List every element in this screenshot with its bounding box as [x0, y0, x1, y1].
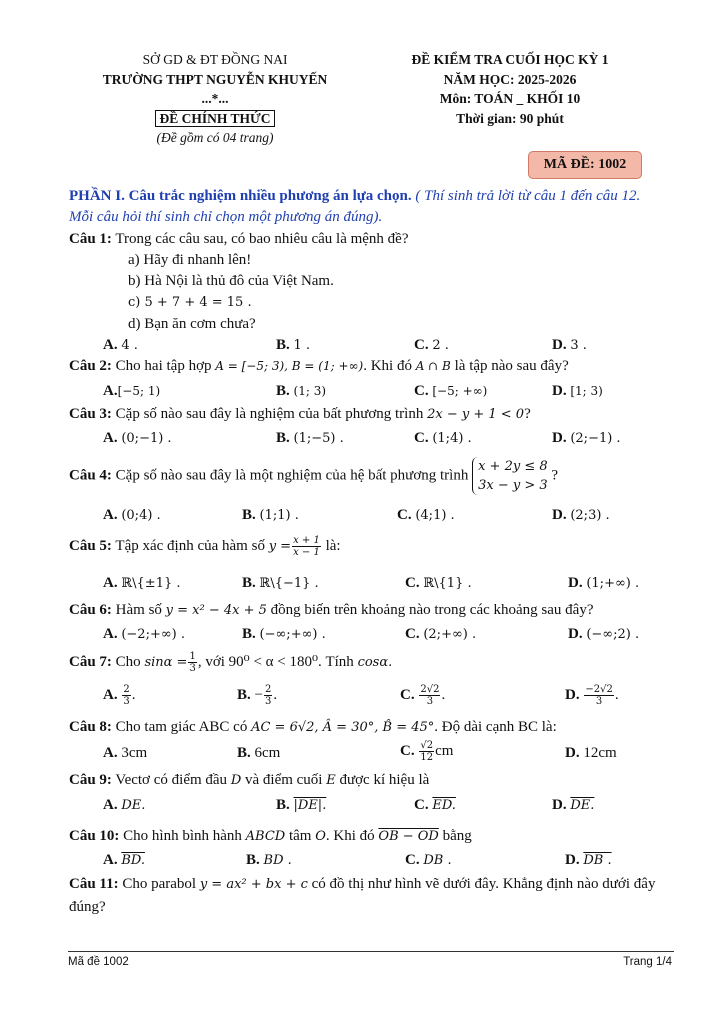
q10-option-a[interactable]: A. BD. — [103, 852, 145, 868]
q4-system: x + 2y ≤ 8 3x − y > 3 — [472, 457, 548, 495]
question-1 — [69, 231, 409, 248]
department: SỞ GD & ĐT ĐỒNG NAI — [142, 52, 288, 67]
q2-option-c[interactable]: C. [−5; +∞) — [414, 383, 488, 399]
question-11: Câu 11: Cho parabol y = ax² + bx + c có đồ thị như hình vẽ dưới đây. Khẳng định nào dưới đây — [69, 876, 656, 892]
school-name: TRƯỜNG THPT NGUYỄN KHUYẾN — [102, 71, 328, 87]
q5-option-a[interactable]: A. ℝ\{±1} . — [103, 575, 181, 591]
school-year: NĂM HỌC: 2025-2026 — [443, 71, 577, 87]
q1-item-b: b) Hà Nội là thủ đô của Việt Nam. — [128, 273, 334, 289]
part1-heading — [69, 188, 640, 205]
q5-option-d[interactable]: D. (1;+∞) . — [568, 575, 640, 591]
question-7: Câu 7: Cho sinα = $\frac{1}{3}$ , với 90⁰ < α < 180⁰. Tính cosα. — [69, 651, 393, 674]
question-10: Câu 10: Cho hình bình hành ABCD tâm O. Khi đó OB − OD bằng — [69, 828, 472, 844]
q1-item-a: a) Hãy đi nhanh lên! — [128, 252, 252, 268]
q2-options — [0, 383, 724, 403]
q7-options — [0, 684, 724, 712]
footer-exam-code: Mã đề 1002 — [68, 956, 129, 968]
q1-item-c: c) 5 + 7 + 4 = 15 . — [128, 295, 252, 310]
q9-option-a[interactable]: A. DE. — [103, 797, 146, 813]
q6-option-d[interactable]: D. (−∞;2) . — [568, 626, 640, 642]
q9-option-b[interactable]: B. |DE|. — [276, 797, 327, 813]
q8-option-a[interactable]: A. 3cm — [103, 745, 148, 761]
exam-code-badge: MÃ ĐỀ: 1002 — [528, 151, 642, 179]
q3-option-a[interactable]: A. (0;−1) . — [103, 430, 172, 446]
q8-options — [0, 740, 724, 771]
part1-instruction: ( Thí sinh trả lời từ câu 1 đến câu 12. — [411, 188, 641, 204]
header-right — [375, 50, 645, 128]
q1-option-c[interactable]: C. 2 . — [414, 337, 449, 353]
pages-note: (Đề gồm có 04 trang) — [156, 130, 274, 145]
q8-option-c[interactable]: C. $\frac{√2}{12}$ cm — [400, 740, 454, 763]
subject: Môn: TOÁN _ KHỐI 10 — [439, 91, 581, 106]
q4-option-b[interactable]: B. (1;1) . — [242, 507, 299, 523]
q5-option-c[interactable]: C. ℝ\{1} . — [405, 575, 472, 591]
q7-option-c[interactable]: C. $\frac{2√2}{3}$ . — [400, 684, 446, 707]
q10-option-b[interactable]: B. BD . — [246, 852, 292, 868]
question-8: Câu 8: Cho tam giác ABC có AC = 6√2, Â = 30°, B̂ = 45°. Độ dài cạnh BC là: — [69, 719, 557, 735]
q5-option-b[interactable]: B. ℝ\{−1} . — [242, 575, 319, 591]
q4-option-d[interactable]: D. (2;3) . — [552, 507, 610, 523]
q6-option-a[interactable]: A. (−2;+∞) . — [103, 626, 186, 642]
q7-option-d[interactable]: D. $\frac{-2√2}{3}$ . — [565, 684, 619, 707]
q1-text: Trong các câu sau, có bao nhiêu câu là mệnh đề? — [115, 231, 409, 247]
q6-option-b[interactable]: B. (−∞;+∞) . — [242, 626, 326, 642]
question-4: Câu 4: Cặp số nào sau đây là một nghiệm của hệ bất phương trình x + 2y ≤ 8 3x − y > 3 ? — [69, 459, 559, 493]
q1-option-d[interactable]: D. 3 . — [552, 337, 587, 353]
q1-options — [0, 337, 724, 357]
q1-option-b[interactable]: B. 1 . — [276, 337, 311, 353]
official-label: ĐỀ CHÍNH THỨC — [155, 110, 274, 127]
question-6: Câu 6: Hàm số y = x² − 4x + 5 đồng biến trên khoảng nào trong các khoảng sau đây? — [69, 602, 594, 618]
q7-sin-fraction: $\frac{1}{3}$ — [189, 651, 196, 674]
q1-label: Câu 1: — [69, 231, 112, 247]
q9-option-d[interactable]: D. DE. — [552, 797, 595, 813]
q3-options — [0, 430, 724, 450]
separator: ...*... — [201, 91, 229, 106]
q10-option-d[interactable]: D. DB . — [565, 852, 612, 868]
q1-option-a[interactable]: A. 4 . — [103, 337, 138, 353]
q2-option-d[interactable]: D. [1; 3) — [552, 383, 603, 399]
q9-options — [0, 797, 724, 817]
q3-option-c[interactable]: C. (1;4) . — [414, 430, 472, 446]
part1-instruction-2: Mỗi câu hỏi thí sinh chỉ chọn một phương án đúng). — [69, 209, 383, 225]
q6-option-c[interactable]: C. (2;+∞) . — [405, 626, 477, 642]
q1-item-d: d) Bạn ăn cơm chưa? — [128, 316, 256, 332]
q4-option-c[interactable]: C. (4;1) . — [397, 507, 455, 523]
q5-fraction: $\frac{x + 1}{x - 1}$ — [293, 535, 320, 558]
question-9: Câu 9: Vectơ có điểm đầu D và điểm cuối E được kí hiệu là — [69, 772, 430, 788]
footer-page-number: Trang 1/4 — [623, 956, 672, 968]
header-left — [90, 50, 340, 148]
q3-option-b[interactable]: B. (1;−5) . — [276, 430, 344, 446]
q8-option-b[interactable]: B. 6cm — [237, 745, 281, 761]
q5-options — [0, 575, 724, 595]
question-2: Câu 2: Cho hai tập hợp A = [−5; 3), B = (1; +∞). Khi đó A ∩ B là tập nào sau đây? — [69, 358, 569, 374]
q2-option-a[interactable]: A.[−5; 1) — [103, 383, 161, 399]
q2-option-b[interactable]: B. (1; 3) — [276, 383, 327, 399]
q8-option-d[interactable]: D. 12cm — [565, 745, 617, 761]
q6-options — [0, 626, 724, 646]
q7-option-a[interactable]: A. $\frac{2}{3}$ . — [103, 684, 136, 707]
q10-option-c[interactable]: C. DB . — [405, 852, 452, 868]
q7-option-b[interactable]: B. − $\frac{2}{3}$ . — [237, 684, 278, 707]
q3-option-d[interactable]: D. (2;−1) . — [552, 430, 621, 446]
part1-title: PHẦN I. Câu trắc nghiệm nhiều phương án lựa chọn. — [69, 188, 412, 204]
footer-divider — [68, 951, 674, 952]
q10-options — [0, 852, 724, 872]
question-3: Câu 3: Cặp số nào sau đây là nghiệm của bất phương trình 2x − y + 1 < 0? — [69, 406, 531, 422]
q11-text-continued: đúng? — [69, 899, 106, 915]
q9-option-c[interactable]: C. ED. — [414, 797, 456, 813]
q4-option-a[interactable]: A. (0;4) . — [103, 507, 161, 523]
question-5: Câu 5: Tập xác định của hàm số y = $\frac{x + 1}{x - 1}$ là: — [69, 535, 341, 558]
q4-options — [0, 507, 724, 527]
exam-title: ĐỀ KIỂM TRA CUỐI HỌC KỲ 1 — [411, 52, 609, 67]
duration: Thời gian: 90 phút — [456, 110, 564, 126]
